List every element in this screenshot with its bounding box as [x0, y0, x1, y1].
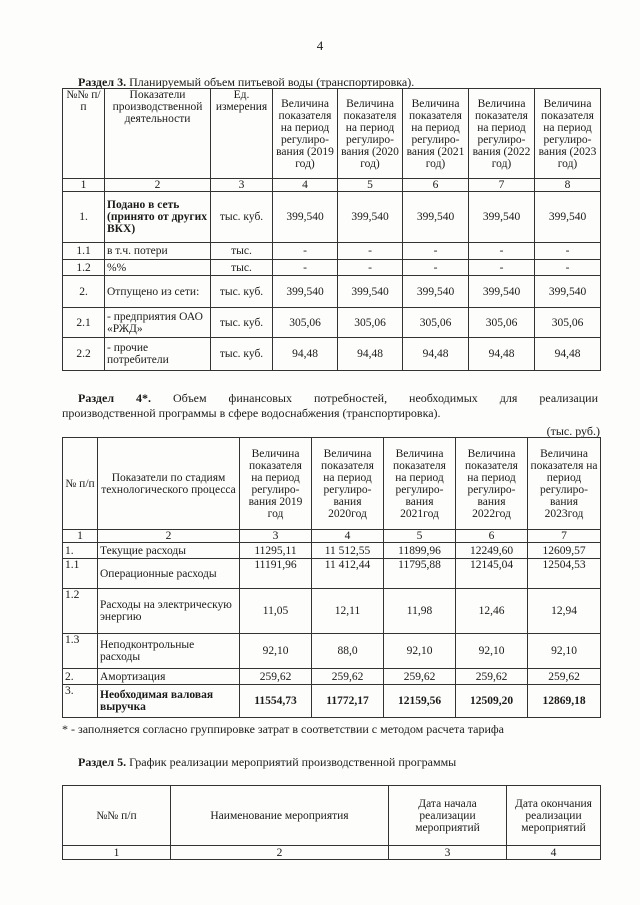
table-cell: 94,48 — [338, 338, 403, 371]
table-cell: 12,46 — [456, 589, 528, 634]
table-cell: 399,540 — [469, 192, 535, 243]
col-number: 7 — [469, 179, 535, 192]
section4-footnote: * - заполняется согласно группировке затрат в соответствии с методом расчета тарифа — [62, 722, 504, 736]
table-row — [63, 589, 601, 634]
header-cell: Величина показателя на период регулиро-вания (2019 год) — [273, 89, 338, 179]
table-cell: - прочие потребители — [105, 338, 211, 371]
col-number: 1 — [63, 530, 98, 543]
table-cell: в т.ч. потери — [105, 243, 211, 260]
table-cell: 11 512,55 — [312, 543, 384, 559]
table-cell: 11899,96 — [384, 543, 456, 559]
table-cell: 11795,88 — [384, 559, 456, 589]
col-number: 5 — [338, 179, 403, 192]
section4-heading-text: Объем финансовых потребностей, необходимых для реализации — [173, 391, 598, 405]
table-cell: 92,10 — [456, 634, 528, 669]
table-cell: Амортизация — [98, 669, 240, 685]
header-cell: Величина показателя на период регулиро-вания 2022год — [456, 438, 528, 530]
col-number: 3 — [211, 179, 273, 192]
column-number-row — [63, 846, 601, 860]
header-cell: Дата окончания реализации мероприятий — [507, 786, 601, 846]
table-cell: - — [273, 243, 338, 260]
table-cell: 94,48 — [403, 338, 469, 371]
col-number: 5 — [384, 530, 456, 543]
table-cell: 88,0 — [312, 634, 384, 669]
table-cell: 1.2 — [63, 589, 98, 634]
header-cell: Величина показателя на период регулиро-вания 2020год — [312, 438, 384, 530]
table-cell: 12869,18 — [528, 685, 601, 718]
section4-heading-line1 — [78, 391, 598, 406]
section5-heading — [78, 755, 618, 770]
table-cell: Необходимая валовая выручка — [98, 685, 240, 718]
table-cell: 3. — [63, 685, 98, 718]
table-cell: Подано в сеть (принято от других ВКХ) — [105, 192, 211, 243]
table-cell: 1. — [63, 543, 98, 559]
table-cell: 12159,56 — [384, 685, 456, 718]
table-cell: тыс. куб. — [211, 192, 273, 243]
section5-heading-text: График реализации мероприятий производственной программы — [129, 755, 457, 769]
table-cell: - — [403, 243, 469, 260]
header-cell: Величина показателя на период регулиро-вания (2021 год) — [403, 89, 469, 179]
table-cell: - — [273, 260, 338, 276]
col-number: 4 — [507, 846, 601, 860]
table-cell: тыс. куб. — [211, 308, 273, 338]
table-cell: 305,06 — [338, 308, 403, 338]
table-cell: 2.2 — [63, 338, 105, 371]
table-cell: 259,62 — [528, 669, 601, 685]
table-row — [63, 260, 601, 276]
table-cell: 11191,96 — [240, 559, 312, 589]
table-cell: 12609,57 — [528, 543, 601, 559]
col-number: 3 — [240, 530, 312, 543]
col-number: 2 — [98, 530, 240, 543]
col-number: 6 — [403, 179, 469, 192]
header-cell: Величина показателя на период регулиро-вания 2019 год — [240, 438, 312, 530]
table-cell: 259,62 — [384, 669, 456, 685]
table-cell: 11,98 — [384, 589, 456, 634]
section3-heading-label: Раздел 3. — [78, 75, 127, 89]
col-number: 8 — [535, 179, 601, 192]
table-cell: 399,540 — [403, 276, 469, 308]
col-number: 7 — [528, 530, 601, 543]
table-cell: 12509,20 — [456, 685, 528, 718]
table-cell: тыс. — [211, 260, 273, 276]
table-cell: 12,94 — [528, 589, 601, 634]
table-cell: 94,48 — [535, 338, 601, 371]
table-cell: Неподконтрольные расходы — [98, 634, 240, 669]
table-cell: 259,62 — [312, 669, 384, 685]
table-row — [63, 243, 601, 260]
table-cell: 2.1 — [63, 308, 105, 338]
section5-heading-label: Раздел 5. — [78, 755, 127, 769]
header-cell: Величина показателя на период регулиро-вания (2023 год) — [535, 89, 601, 179]
table-header-row — [63, 89, 601, 179]
header-cell: Величина показателя на период регулиро-вания (2020 год) — [338, 89, 403, 179]
table-cell: - — [535, 243, 601, 260]
table-cell: - — [403, 260, 469, 276]
table-cell: - — [469, 260, 535, 276]
header-cell: Величина показателя на период регулиро-вания 2023год — [528, 438, 601, 530]
table-cell: 399,540 — [403, 192, 469, 243]
table-row — [63, 634, 601, 669]
table-cell: тыс. куб. — [211, 338, 273, 371]
header-cell: Величина показателя на период регулиро-вания (2022 год) — [469, 89, 535, 179]
column-number-row — [63, 530, 601, 543]
table-row — [63, 669, 601, 685]
table-header-row — [63, 438, 601, 530]
table-cell: 1. — [63, 192, 105, 243]
table-cell: Расходы на электрическую энергию — [98, 589, 240, 634]
col-number: 1 — [63, 846, 171, 860]
table-cell: 399,540 — [338, 192, 403, 243]
col-number: 4 — [312, 530, 384, 543]
table-row — [63, 308, 601, 338]
table-row — [63, 192, 601, 243]
table-cell: Отпущено из сети: — [105, 276, 211, 308]
table-cell: 94,48 — [273, 338, 338, 371]
table-cell: 305,06 — [403, 308, 469, 338]
table-cell: - — [535, 260, 601, 276]
col-number: 3 — [389, 846, 507, 860]
table-cell: 92,10 — [528, 634, 601, 669]
table-cell: 1.1 — [63, 559, 98, 589]
section4-table — [62, 437, 601, 718]
table-cell: 11,05 — [240, 589, 312, 634]
table-cell: 1.1 — [63, 243, 105, 260]
header-cell: №№ п/п — [63, 786, 171, 846]
table-cell: 399,540 — [535, 276, 601, 308]
section5-table — [62, 785, 601, 860]
table-header-row — [63, 786, 601, 846]
table-cell: %% — [105, 260, 211, 276]
column-number-row — [63, 179, 601, 192]
section3-table — [62, 88, 601, 371]
section4-unit: (тыс. руб.) — [546, 424, 600, 438]
section4-heading-label: Раздел 4*. — [78, 391, 152, 405]
table-cell: 11295,11 — [240, 543, 312, 559]
table-cell: Операционные расходы — [98, 559, 240, 589]
table-cell: - — [338, 260, 403, 276]
header-cell: Показатели по стадиям технологического процесса — [98, 438, 240, 530]
table-cell: 92,10 — [240, 634, 312, 669]
table-cell: 305,06 — [469, 308, 535, 338]
table-cell: 305,06 — [273, 308, 338, 338]
table-cell: 305,06 — [535, 308, 601, 338]
table-cell: 259,62 — [456, 669, 528, 685]
table-cell: 399,540 — [535, 192, 601, 243]
table-cell: 12504,53 — [528, 559, 601, 589]
table-cell: - предприятия ОАО «РЖД» — [105, 308, 211, 338]
table-cell: - — [469, 243, 535, 260]
table-cell: 12145,04 — [456, 559, 528, 589]
col-number: 1 — [63, 179, 105, 192]
header-cell: № п/п — [63, 438, 98, 530]
table-cell: 399,540 — [338, 276, 403, 308]
header-cell: Дата начала реализации мероприятий — [389, 786, 507, 846]
table-cell: 11772,17 — [312, 685, 384, 718]
col-number: 2 — [171, 846, 389, 860]
table-cell: 2. — [63, 669, 98, 685]
table-cell: - — [338, 243, 403, 260]
table-cell: тыс. — [211, 243, 273, 260]
section4-heading-line2: производственной программы в сфере водоснабжения (транспортировка). — [62, 406, 441, 420]
table-cell: 94,48 — [469, 338, 535, 371]
table-row — [63, 543, 601, 559]
table-row — [63, 276, 601, 308]
header-cell: Ед. измерения — [211, 89, 273, 179]
table-cell: 399,540 — [469, 276, 535, 308]
header-cell: №№ п/п — [63, 89, 105, 179]
table-cell: 11554,73 — [240, 685, 312, 718]
table-row — [63, 685, 601, 718]
table-row — [63, 338, 601, 371]
header-cell: Величина показателя на период регулиро-вания 2021год — [384, 438, 456, 530]
page-number: 4 — [316, 38, 324, 53]
col-number: 4 — [273, 179, 338, 192]
col-number: 6 — [456, 530, 528, 543]
table-cell: 1.3 — [63, 634, 98, 669]
table-cell: 12249,60 — [456, 543, 528, 559]
table-cell: тыс. куб. — [211, 276, 273, 308]
section3-heading-text: Планируемый объем питьевой воды (транспортировка). — [129, 75, 415, 89]
table-cell: 1.2 — [63, 260, 105, 276]
table-cell: Текущие расходы — [98, 543, 240, 559]
col-number: 2 — [105, 179, 211, 192]
header-cell: Наименование мероприятия — [171, 786, 389, 846]
table-cell: 259,62 — [240, 669, 312, 685]
table-cell: 92,10 — [384, 634, 456, 669]
table-row — [63, 559, 601, 589]
table-cell: 12,11 — [312, 589, 384, 634]
header-cell: Показатели производственной деятельности — [105, 89, 211, 179]
table-cell: 2. — [63, 276, 105, 308]
table-cell: 399,540 — [273, 192, 338, 243]
table-cell: 399,540 — [273, 276, 338, 308]
table-cell: 11 412,44 — [312, 559, 384, 589]
